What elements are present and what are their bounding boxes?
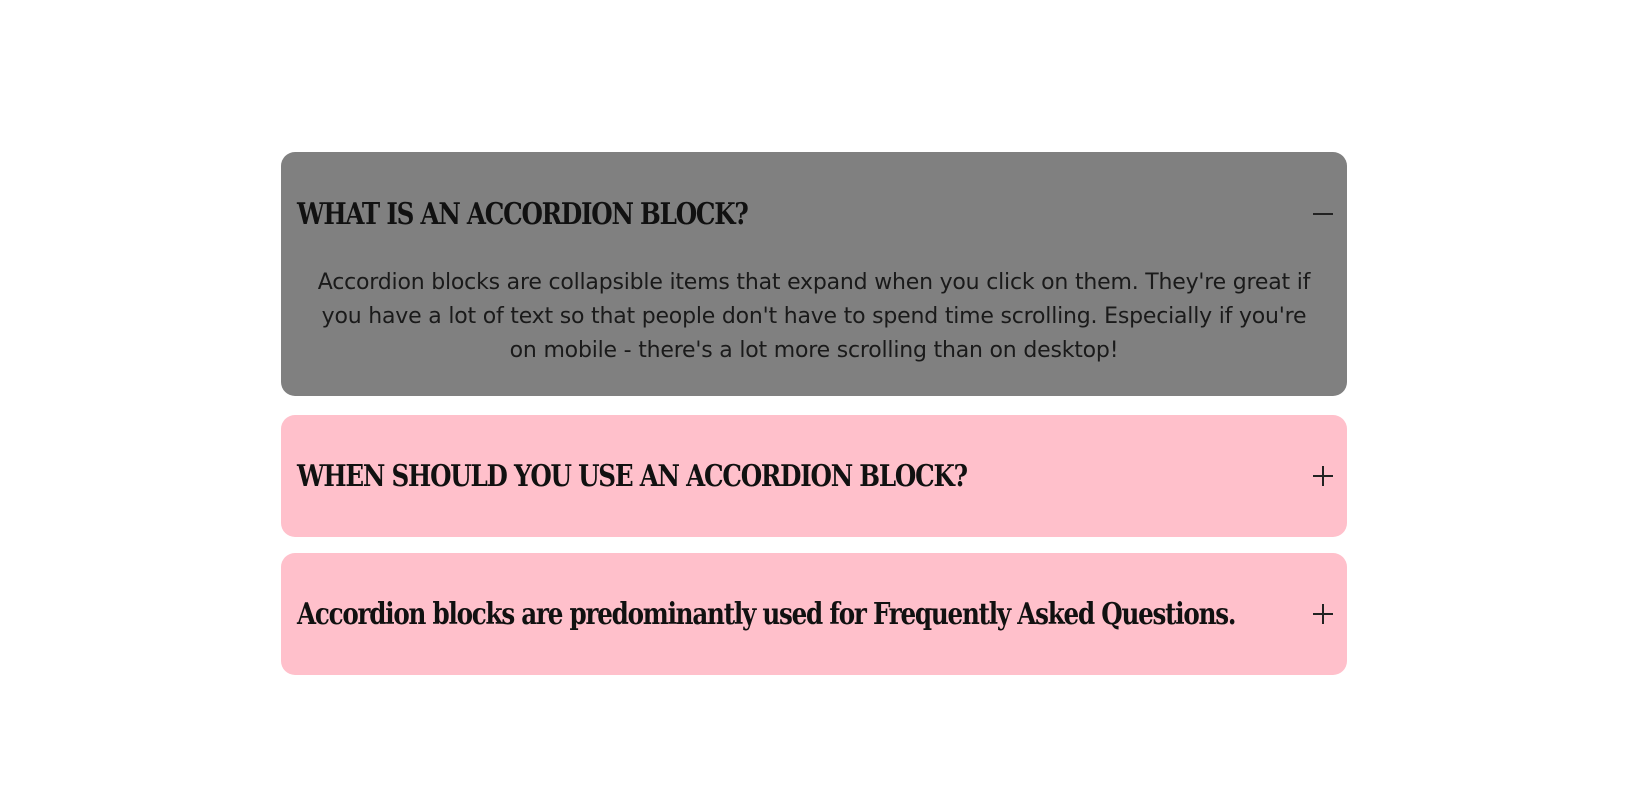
accordion-title: WHAT IS AN ACCORDION BLOCK?: [297, 196, 748, 232]
accordion-header-faq-usage[interactable]: [281, 553, 1347, 675]
plus-icon[interactable]: [1313, 604, 1333, 624]
accordion-item-when-to-use: [281, 415, 1347, 537]
accordion-title: Accordion blocks are predominantly used for Frequently Asked Questions.: [297, 596, 1236, 632]
accordion-item-faq-usage: [281, 553, 1347, 675]
accordion-header-what-is[interactable]: [281, 152, 1347, 276]
plus-icon[interactable]: [1313, 466, 1333, 486]
accordion-title: WHEN SHOULD YOU USE AN ACCORDION BLOCK?: [297, 458, 967, 494]
accordion-item-what-is: [281, 152, 1347, 396]
minus-icon[interactable]: [1313, 204, 1333, 224]
accordion-header-when-to-use[interactable]: [281, 415, 1347, 537]
accordion-body-what-is: Accordion blocks are collapsible items that expand when you click on them. They're great if you have a lot of text so that people don't have to spend time scrolling. Especially if you're on mobile - there's a lot more scrolling than on desktop!: [317, 270, 1311, 363]
accordion: [281, 152, 1347, 691]
